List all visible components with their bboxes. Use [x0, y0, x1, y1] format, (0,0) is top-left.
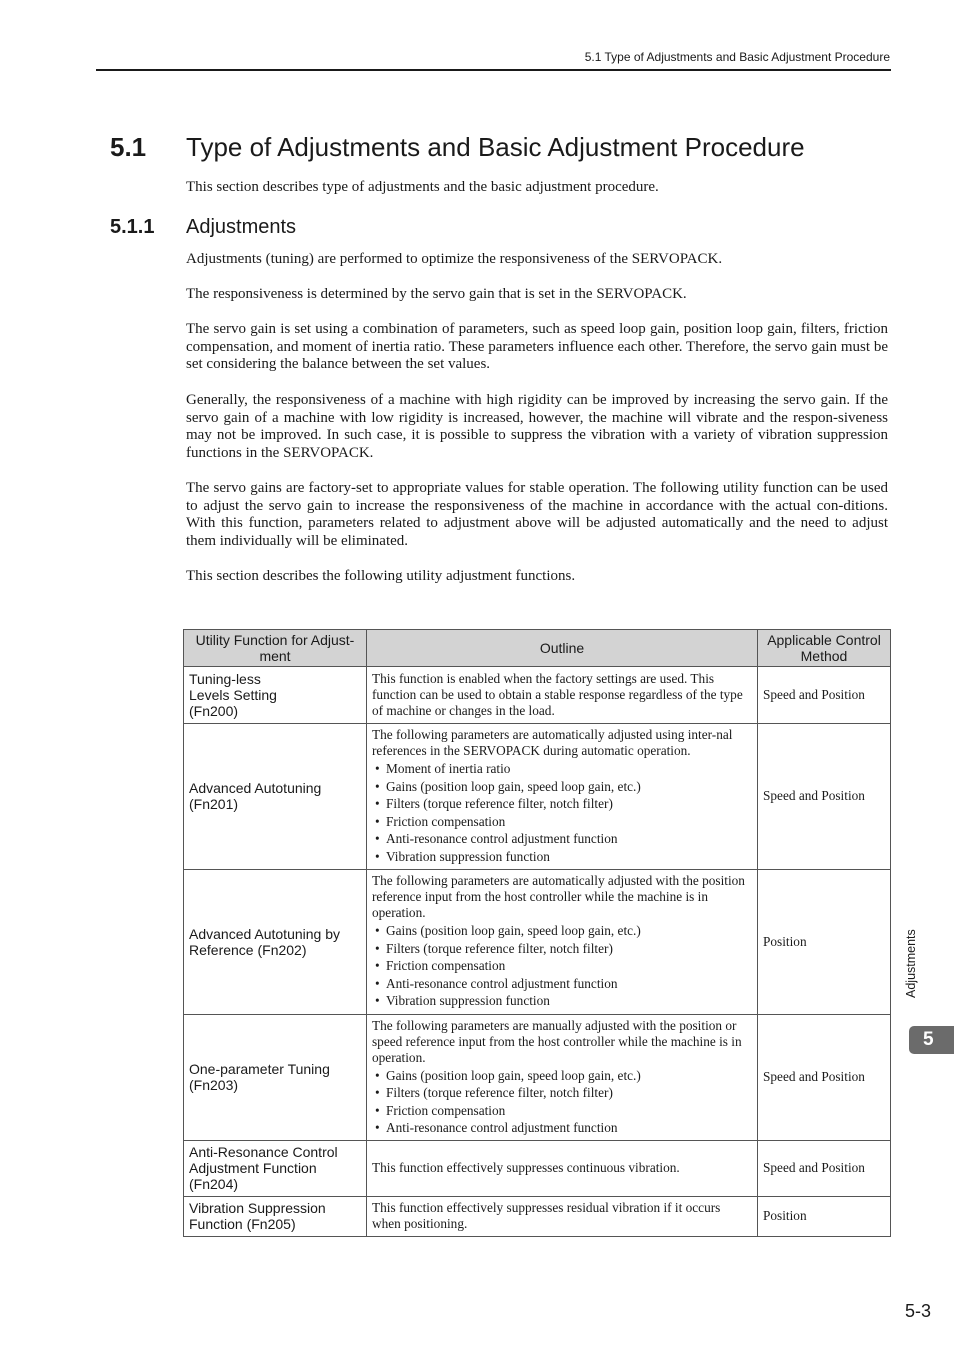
section-intro: This section describes type of adjustments and the basic adjustment procedure. — [186, 179, 659, 195]
table-row — [184, 869, 891, 1014]
function-name-cell: Vibration Suppression Function (Fn205) — [184, 1196, 367, 1236]
function-name-cell: One-parameter Tuning (Fn203) — [184, 1014, 367, 1140]
outline-bullet-item: • Filters (torque reference filter, notch filter) — [372, 940, 752, 958]
function-name-cell: Anti-Resonance Control Adjustment Function (Fn204) — [184, 1140, 367, 1196]
control-method-cell: Speed and Position — [758, 1014, 891, 1140]
outline-bullet-item: • Friction compensation — [372, 813, 752, 831]
header-outline: Outline — [367, 630, 758, 667]
paragraph-4: Generally, the responsiveness of a machine with high rigidity can be improved by increasing the servo gain. If the servo gain of a machine with low rigidity is increased, however, the machine will vibrate and the respon-siveness may not be improved. In such case, it is possible to suppress the vibration with a variety of vibration suppression functions in the SERVOPACK. — [186, 392, 888, 461]
outline-cell — [367, 724, 758, 870]
outline-bullet-item: • Vibration suppression function — [372, 848, 752, 866]
section-number: 5.1 — [110, 132, 147, 162]
table-row — [184, 1014, 891, 1140]
outline-bullet-list — [372, 760, 752, 866]
outline-text: The following parameters are automatically adjusted with the position reference input from the host controller while the machine is in operation. — [372, 873, 745, 921]
function-name-cell: Advanced Autotuning (Fn201) — [184, 724, 367, 870]
paragraph-3: The servo gain is set using a combination of parameters, such as speed loop gain, position loop gain, filters, friction compensation, and moment of inertia ratio. These parameters influence each other. Therefore, the servo gain must be set considering the balance between the set values. — [186, 321, 888, 373]
outline-cell — [367, 869, 758, 1014]
outline-bullet-item: • Moment of inertia ratio — [372, 760, 752, 778]
outline-text: The following parameters are automatically adjusted using inter-nal references in the SERVOPACK during automatic operation. — [372, 727, 733, 758]
outline-bullet-item: • Vibration suppression function — [372, 992, 752, 1010]
outline-cell — [367, 1196, 758, 1236]
table-body — [184, 667, 891, 1237]
outline-bullet-item: • Filters (torque reference filter, notch filter) — [372, 795, 752, 813]
table-row — [184, 667, 891, 724]
side-tab-text: Adjustments — [904, 929, 918, 998]
subsection-number: 5.1.1 — [110, 216, 155, 238]
running-header: 5.1 Type of Adjustments and Basic Adjustment Procedure — [584, 50, 890, 64]
control-method-cell: Speed and Position — [758, 1140, 891, 1196]
paragraph-1: Adjustments (tuning) are performed to optimize the responsiveness of the SERVOPACK. — [186, 251, 723, 267]
control-method-cell: Speed and Position — [758, 667, 891, 724]
outline-bullet-item: • Anti-resonance control adjustment function — [372, 1119, 752, 1137]
utility-function-table — [183, 629, 891, 1237]
table-row — [184, 1196, 891, 1236]
paragraph-2: The responsiveness is determined by the servo gain that is set in the SERVOPACK. — [186, 286, 687, 302]
chapter-tab: 5 — [909, 1026, 954, 1054]
table-row — [184, 724, 891, 870]
outline-cell — [367, 1140, 758, 1196]
section-title: Type of Adjustments and Basic Adjustment Procedure — [186, 132, 805, 162]
control-method-cell: Position — [758, 1196, 891, 1236]
control-method-cell: Position — [758, 869, 891, 1014]
outline-bullet-item: • Friction compensation — [372, 957, 752, 975]
table-row — [184, 1140, 891, 1196]
header-method: Applicable Control Method — [758, 630, 891, 667]
outline-text: This function effectively suppresses residual vibration if it occurs when positioning. — [372, 1200, 721, 1232]
outline-text: The following parameters are manually adjusted with the position or speed reference input from the host controller while the machine is in operation. — [372, 1017, 742, 1065]
page-number: 5-3 — [904, 1301, 931, 1321]
outline-bullet-item: • Gains (position loop gain, speed loop gain, etc.) — [372, 1067, 752, 1085]
outline-cell — [367, 667, 758, 724]
header-rule — [96, 69, 891, 71]
outline-bullet-item: • Gains (position loop gain, speed loop gain, etc.) — [372, 922, 752, 940]
subsection-title: Adjustments — [186, 216, 297, 238]
paragraph-6: This section describes the following utility adjustment functions. — [186, 568, 576, 584]
outline-bullet-item: • Friction compensation — [372, 1102, 752, 1120]
outline-bullet-list — [372, 1067, 752, 1137]
outline-bullet-list — [372, 922, 752, 1010]
control-method-cell: Speed and Position — [758, 724, 891, 870]
outline-bullet-item: • Gains (position loop gain, speed loop gain, etc.) — [372, 778, 752, 796]
outline-cell — [367, 1014, 758, 1140]
outline-bullet-item: • Anti-resonance control adjustment function — [372, 830, 752, 848]
table-header-row — [184, 630, 891, 667]
paragraph-5: The servo gains are factory-set to appropriate values for stable operation. The following utility function can be used to adjust the servo gain to increase the responsiveness of the machine in accordance with the actual con-ditions. With this function, parameters related to adjustment above will be adjusted automatically and the need to adjust them individually will be eliminated. — [186, 480, 888, 549]
outline-text: This function is enabled when the factory settings are used. This function can be used to obtain a stable response regardless of the type of machine or changes in the load. — [372, 671, 743, 718]
header-function: Utility Function for Adjust-ment — [184, 630, 367, 667]
function-name-cell: Advanced Autotuning by Reference (Fn202) — [184, 869, 367, 1014]
outline-bullet-item: • Anti-resonance control adjustment function — [372, 975, 752, 993]
outline-bullet-item: • Filters (torque reference filter, notch filter) — [372, 1084, 752, 1102]
function-name-cell: Tuning-less Levels Setting (Fn200) — [184, 667, 367, 724]
outline-text: This function effectively suppresses continuous vibration. — [372, 1160, 680, 1176]
